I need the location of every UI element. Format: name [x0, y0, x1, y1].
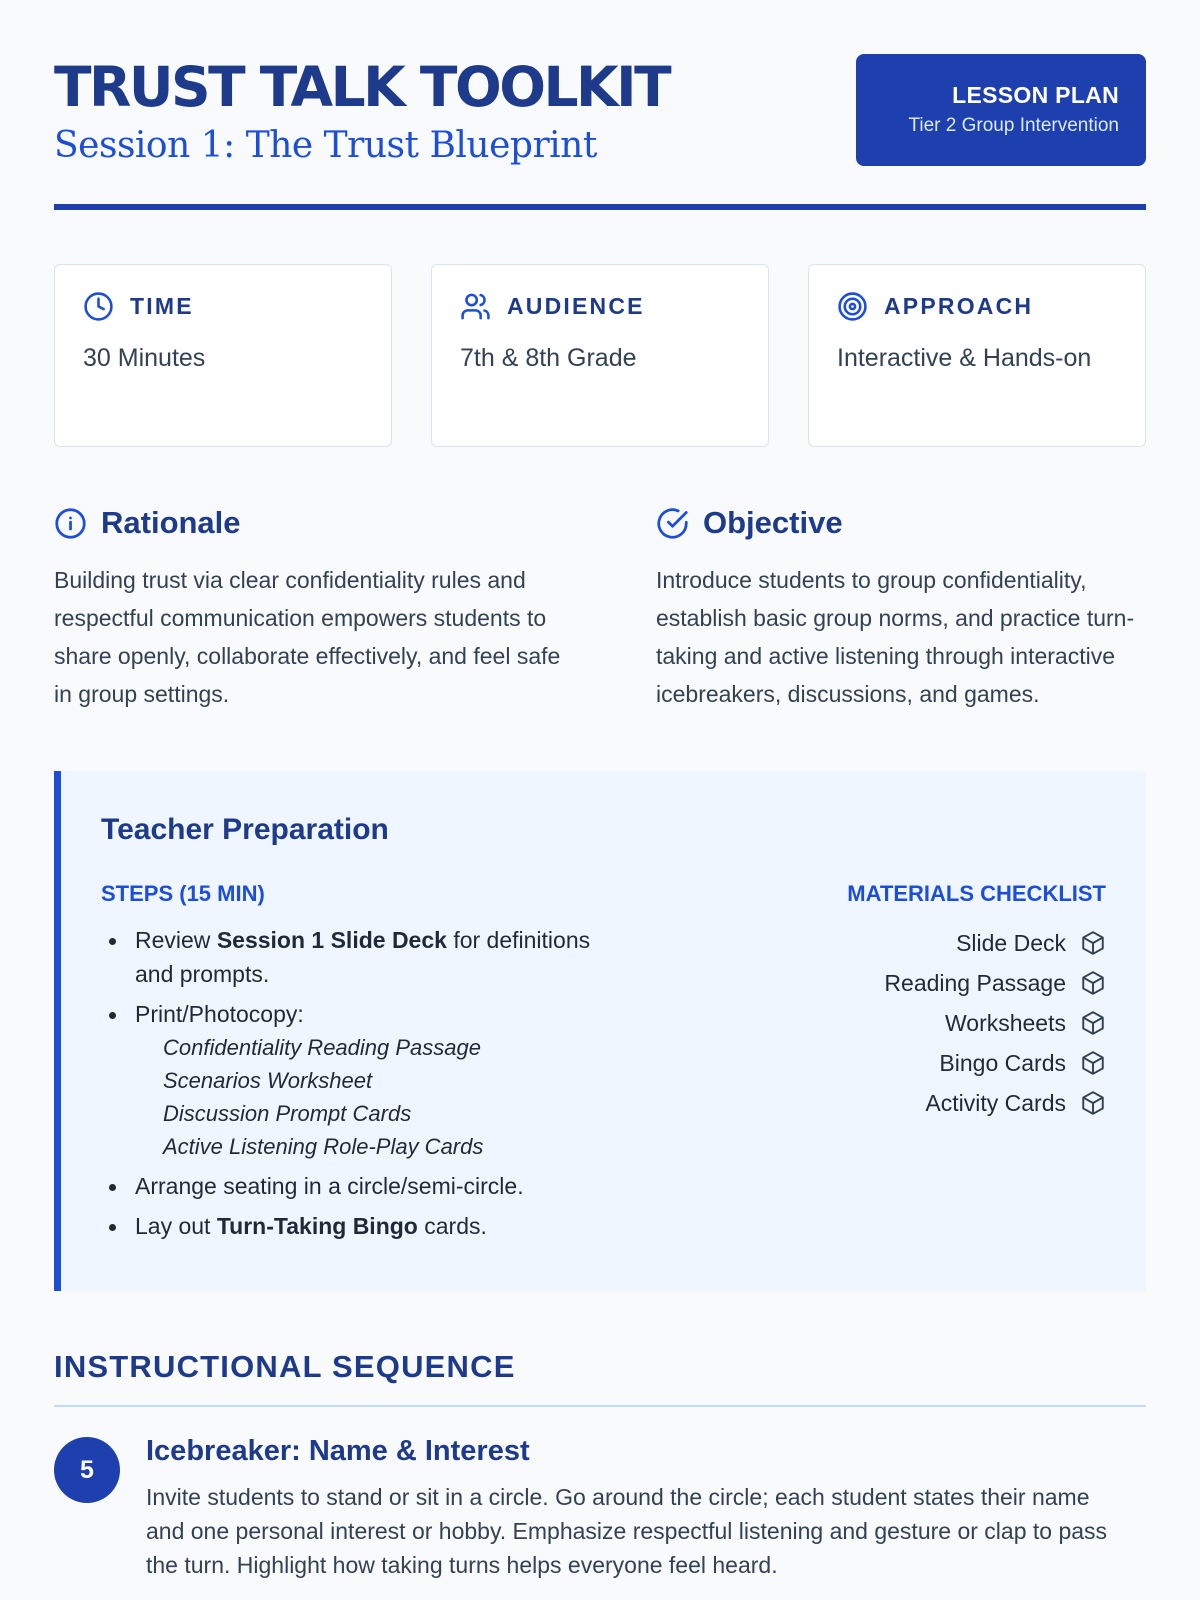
target-icon — [837, 291, 868, 322]
objective-section — [656, 505, 1146, 713]
print-item: Active Listening Role-Play Cards — [163, 1134, 484, 1159]
page-title: TRUST TALK TOOLKIT — [54, 55, 670, 119]
step-title: Icebreaker: Name & Interest — [146, 1435, 530, 1467]
clock-icon — [83, 291, 114, 322]
info-icon — [54, 507, 87, 540]
print-item: Confidentiality Reading Passage — [163, 1035, 481, 1060]
box-icon — [1080, 1010, 1106, 1036]
material-item: Slide Deck — [686, 923, 1106, 963]
approach-value: Interactive & Hands-on — [837, 344, 1092, 372]
page-subtitle: Session 1: The Trust Blueprint — [54, 125, 597, 166]
rationale-text: Building trust via clear confidentiality rules and respectful communication empowers students to share openly, collaborate effectively, and feel safe in group settings. — [54, 567, 561, 707]
header — [54, 54, 1146, 204]
print-item: Discussion Prompt Cards — [163, 1101, 412, 1126]
approach-card — [808, 264, 1146, 447]
materials-checklist — [686, 881, 1106, 1249]
audience-label: AUDIENCE — [507, 293, 645, 319]
sequence-title: INSTRUCTIONAL SEQUENCE — [54, 1349, 516, 1384]
info-cards — [54, 264, 1146, 447]
rationale-title: Rationale — [101, 505, 241, 540]
rationale-section — [54, 505, 574, 713]
header-divider — [54, 204, 1146, 210]
box-icon — [1080, 1050, 1106, 1076]
print-items — [163, 1031, 621, 1163]
prep-step: Print/Photocopy: Confidentiality Reading Passage Scenarios Worksheet Discussion Prompt Cards Active Listening Role-Play Cards — [101, 997, 621, 1163]
approach-label: APPROACH — [884, 293, 1034, 319]
prep-step: Lay out Turn-Taking Bingo cards. — [101, 1209, 621, 1243]
time-card — [54, 264, 392, 447]
prep-steps — [101, 881, 621, 1249]
print-item: Scenarios Worksheet — [163, 1068, 373, 1093]
materials-heading: MATERIALS CHECKLIST — [847, 881, 1106, 906]
title-block — [54, 54, 669, 166]
objective-title: Objective — [703, 505, 843, 540]
material-item: Worksheets — [686, 1003, 1106, 1043]
material-item: Activity Cards — [686, 1083, 1106, 1123]
time-value: 30 Minutes — [83, 344, 206, 372]
sequence-step — [54, 1435, 1146, 1582]
steps-heading: STEPS (15 MIN) — [101, 881, 265, 906]
time-label: TIME — [130, 293, 194, 319]
audience-card — [431, 264, 769, 447]
audience-value: 7th & 8th Grade — [460, 344, 637, 372]
prep-title: Teacher Preparation — [101, 813, 389, 846]
sequence-divider — [54, 1405, 1146, 1407]
material-item: Bingo Cards — [686, 1043, 1106, 1083]
users-icon — [460, 291, 491, 322]
step-number-badge: 5 — [54, 1437, 120, 1503]
step-text: Invite students to stand or sit in a circle. Go around the circle; each student states their name and one personal interest or hobby. Emphasize respectful listening and gesture or clap to pass the turn. Highlight how taking turns helps everyone feel heard. — [146, 1484, 1108, 1578]
prep-step: Review Session 1 Slide Deck for definitions and prompts. — [101, 923, 621, 991]
teacher-preparation — [54, 771, 1146, 1291]
check-circle-icon — [656, 507, 689, 540]
objective-text: Introduce students to group confidentiality, establish basic group norms, and practice turn-taking and active listening through interactive icebreakers, discussions, and games. — [656, 567, 1135, 707]
material-item: Reading Passage — [686, 963, 1106, 1003]
prep-step: Arrange seating in a circle/semi-circle. — [101, 1169, 621, 1203]
badge-subtitle: Tier 2 Group Intervention — [908, 115, 1119, 136]
box-icon — [1080, 970, 1106, 996]
box-icon — [1080, 1090, 1106, 1116]
box-icon — [1080, 930, 1106, 956]
lesson-plan-badge — [856, 54, 1146, 166]
rationale-objective — [54, 505, 1146, 713]
badge-title: LESSON PLAN — [952, 82, 1119, 108]
